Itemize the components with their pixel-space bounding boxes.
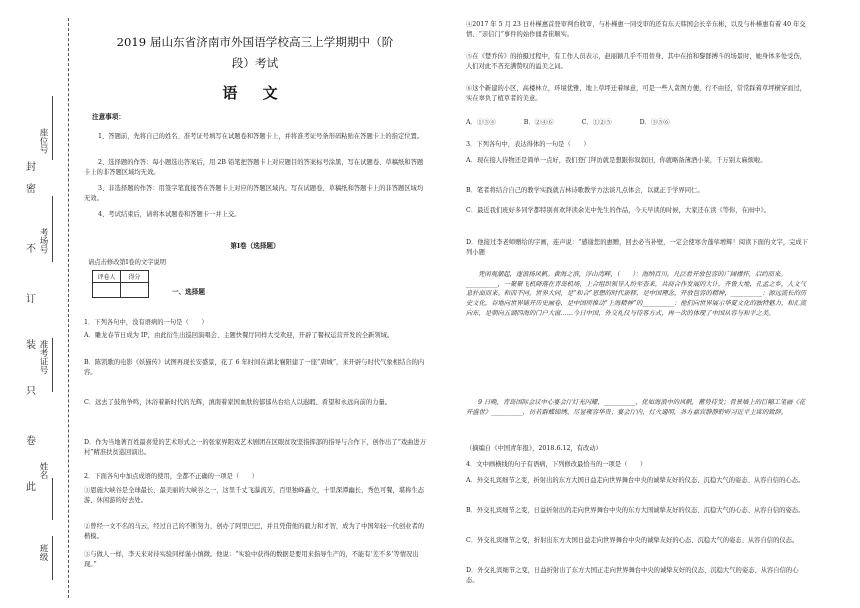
q1-option-b: B．陈凯歌的电影《妖猫传》试图再现长安盛景，花了 6 年时间在湖北襄阳建了一座“唐城”，来开辟与时代气象相结合的内容。 — [84, 359, 425, 376]
seat-number-label: 座位号 — [38, 128, 48, 154]
seal-char-bu: 不 — [26, 244, 36, 255]
admission-number-label: 准考证号 — [38, 340, 48, 374]
section-choice-heading: 一、选择题 — [172, 288, 205, 296]
q2-sentence-6: ⑥这个新建的小区，高楼林立，环境优雅，地上草坪迁着绿意，可是一些人贪图方便，行不由径，常常踩着草坪横穿而过，实在辜负了植草者的美意。 — [466, 85, 807, 102]
q4-option-a: A．外交礼宾细节之变，折射出的东方大国日益走向世界舞台中央的诚挚友好的仪态、沉稳大气的姿态、从容自信的心态。 — [466, 477, 805, 485]
q3-option-a: A．现在接人待物还是简单一点好，我们登门拜访就是想跟你叙叙旧，你就略备薄酒小菜，千万别太麻烦啦。 — [466, 157, 767, 165]
exam-room-line — [52, 196, 53, 262]
q3-option-b: B．笔者将结合自己的教学实践就吉林诗歌教学方法谈几点体会，以就正于学界同仁。 — [466, 187, 704, 195]
q1-option-a: A．雕龙春节日成为 IP，由此衍生出巡回演唱会、主题快餐厅同样大受欢迎，开辟了餐权运营开发的全新领域。 — [84, 332, 394, 340]
seal-char-zhi: 只 — [26, 386, 36, 397]
reading-passage-1: 凭闲观潮起，逐浪扬风帆。黄海之滨，浮山湾畔，（ ）：海纳百川，凡泛看开放包容的广阔襟怀，启约而来。__________，一聚聚飞机降落在青岛机场，上合组织领导人纷至沓来，共商合作发展的大计，齐鲁大地，孔孟之乡，人文气息扑面而来。和而不同，世界大同，是“和合”思想的时代新释，是中国理念，开放包容的精神，__________：源远流长的历史文化，谷地向世界铺开历史画卷，是中国所推动“上海精神”的__________：他们向世界展示华夏文化的独特魅力，和汇流向东，是朝向五湖四海的门户大窗……今日中国，外交礼仪与待客方式，再一次的体现了中国从容与和平之美。 — [466, 271, 807, 317]
note-item-1: 1、答题前，先将自己的姓名、准考证号填写在试题卷和答题卡上，并将准考证号条形码粘贴在答题卡上的指定位置。 — [98, 133, 424, 141]
notes-heading: 注意事项： — [92, 113, 125, 121]
q4-stem: 4．文中画横线的句子有语病，下列修改最恰当的一项是（ ） — [466, 461, 647, 469]
class-line — [52, 536, 53, 580]
seat-number-line — [52, 96, 53, 160]
q2-sentence-3: ③与做人一样，李天来对待实验同样谨小慎微。他说：“实验中获得的数据是要用来指导生产的，不能有‘差不多’等情况出现。” — [84, 551, 419, 568]
q1-stem: 1．下列各句中，没有语病的一句是（ ） — [84, 319, 208, 327]
part1-heading: 第Ⅰ卷（选择题） — [230, 242, 280, 250]
score-table-cell-score — [121, 283, 149, 298]
score-table-header-grader: 评卷人 — [93, 271, 121, 283]
seal-char-ci: 此 — [26, 482, 36, 493]
q2-options — [466, 118, 810, 128]
seal-char-mi: 密 — [26, 184, 36, 195]
binding-strip — [0, 0, 78, 608]
seal-char-zhuang: 装 — [26, 340, 36, 351]
q2-option-b: B．②④⑥ — [523, 119, 554, 126]
seal-char-ding: 订 — [26, 294, 36, 305]
note-item-2: 2、选择题的作答：每小题选出答案后，用 2B 铅笔把答题卡上对应题目的答案标号涂黑，写在试题卷、草稿纸和答题卡上的非答题区域均无效。 — [84, 159, 424, 176]
binding-dashed-line — [68, 18, 69, 598]
reading-passage-2: 9 日晚，青岛国际会议中心宴会厅灯光闪耀，__________，优如海浪中的风帆，蓄势待发；骨景墙上的巨幅工笔画《花开盛世》__________，彷若群蝶锦绣、尽显雍容华贵；宴会厅内，灯火通明，各方嘉宾静静聆听习近平主席的致辞。 — [466, 399, 806, 416]
q3-stem: 3．下列各句中，表达得体的一句是（ ） — [466, 141, 590, 149]
q2-option-d: D．③⑤⑥ — [639, 119, 670, 126]
score-table — [92, 270, 149, 298]
q2-option-c: C．①②⑤ — [581, 119, 612, 126]
admission-number-line — [52, 338, 53, 392]
q4-option-d: D．外交礼宾细节之变，日益折射出了东方大国正走向世界舞台中央的诚挚友好的仪态、沉稳大气的姿态、从容自信的心态。 — [466, 567, 799, 584]
q4-option-b: B．外交礼宾细节之变，日益折射出的走向世界舞台中央的东方大国诚挚友好的仪态、沉稳大气的心态、从容自信的姿态。 — [466, 507, 805, 515]
q1-option-d: D．作为当地著百姓最喜爱的艺术形式之一的张家界阳戏艺术剧团在区眼贫攻坚指挥部的指导与合作下，创作出了“戏曲进万村”精准扶贫巡回演出。 — [84, 439, 427, 456]
q2-sentence-5: ⑤在《楚乔传》的拍摄过程中，有工作人员表示，赵丽颖几乎不用替身，其中在拍和黎群搏斗的场景时，她身体多处受伤，人们对此不吝充满赞叹的溢美之词。 — [466, 53, 807, 70]
seal-char-juan: 卷 — [26, 436, 36, 447]
name-line — [52, 478, 53, 520]
q2-sentence-4: ④2017 年 5 月 23 日朴槿惠首登审判台收审，与朴槿惠一同受审的还有东天韩国会长辛东彬，以及与朴槿惠有着 40 年交情、“亲信门”事件的始作俑者崔顺实。 — [466, 21, 806, 38]
class-label: 班级 — [38, 544, 48, 561]
q2-option-a: A．①③④ — [466, 119, 496, 126]
seal-char-feng: 封 — [26, 162, 36, 173]
exam-title-line1: 2019 届山东省济南市外国语学校高三上学期期中（阶 — [116, 35, 394, 49]
name-label: 姓名 — [38, 462, 48, 479]
note-item-3: 3、非选择题的作答：用签字笔直接答在答题卡上对应的答题区域内。写在试题卷、草稿纸和答题卡上的非答题区域均无效。 — [84, 185, 424, 202]
q2-stem: 2．下面各句中加点成语的使用，全都不正确的一项是（ ） — [84, 473, 259, 481]
q3-option-d: D．他接过李老师赠给的字画，连声说：“感谢您的惠赠，回去必当补壁，一定会使寒舍蓬荜增辉！阅读下面的文字，完成下列小题 — [466, 239, 809, 256]
exam-title-line2: 段）考试 — [231, 56, 279, 70]
passage-source: （摘编自《中国青年报》，2018.6.12，有改动） — [466, 445, 602, 453]
note-item-4: 4、考试结束后，请将本试题卷和答题卡一并上交。 — [98, 211, 241, 219]
score-table-header-score: 得分 — [121, 271, 149, 283]
subject-title: 语 文 — [222, 84, 288, 102]
part1-hint: 请点击修改第I卷的文字说明 — [88, 259, 167, 267]
q2-sentence-1: ①恩施大峡谷是全球最长、最美丽的大峡谷之一，这里千丈飞瀑流芳，百里独峰矗立，十里深潭幽长，秀色可餐，堪称生态游、休闲游的好去处。 — [84, 487, 425, 504]
q3-option-c: C．最近我们班好多同学都特别喜欢拜读余光中先生的作品，今天早读的时候，大家还在读《等你，在雨中》。 — [466, 207, 770, 215]
q2-sentence-2: ②曾经一文不名的马云，经过自己的不断努力，创办了阿里巴巴，并且凭借他的毅力和才智，成为了中国年轻一代创业者的楷模。 — [84, 523, 425, 540]
score-table-cell-grader — [93, 283, 121, 298]
q4-option-c: C．外交礼宾细节之变，折射出东方大国日益走向世界舞台中央的诚挚友好的心态、沉稳大气的姿态、从容自信的仪态。 — [466, 537, 799, 545]
exam-room-label: 考场号 — [38, 228, 48, 254]
q1-option-c: C．远去了鼓角争鸣，沐浴着新时代的光辉，滇南着家国血肤的郁郁丛台给人以遐暇、肴望和永远向前的力量。 — [84, 399, 392, 407]
exam-title — [84, 32, 426, 74]
